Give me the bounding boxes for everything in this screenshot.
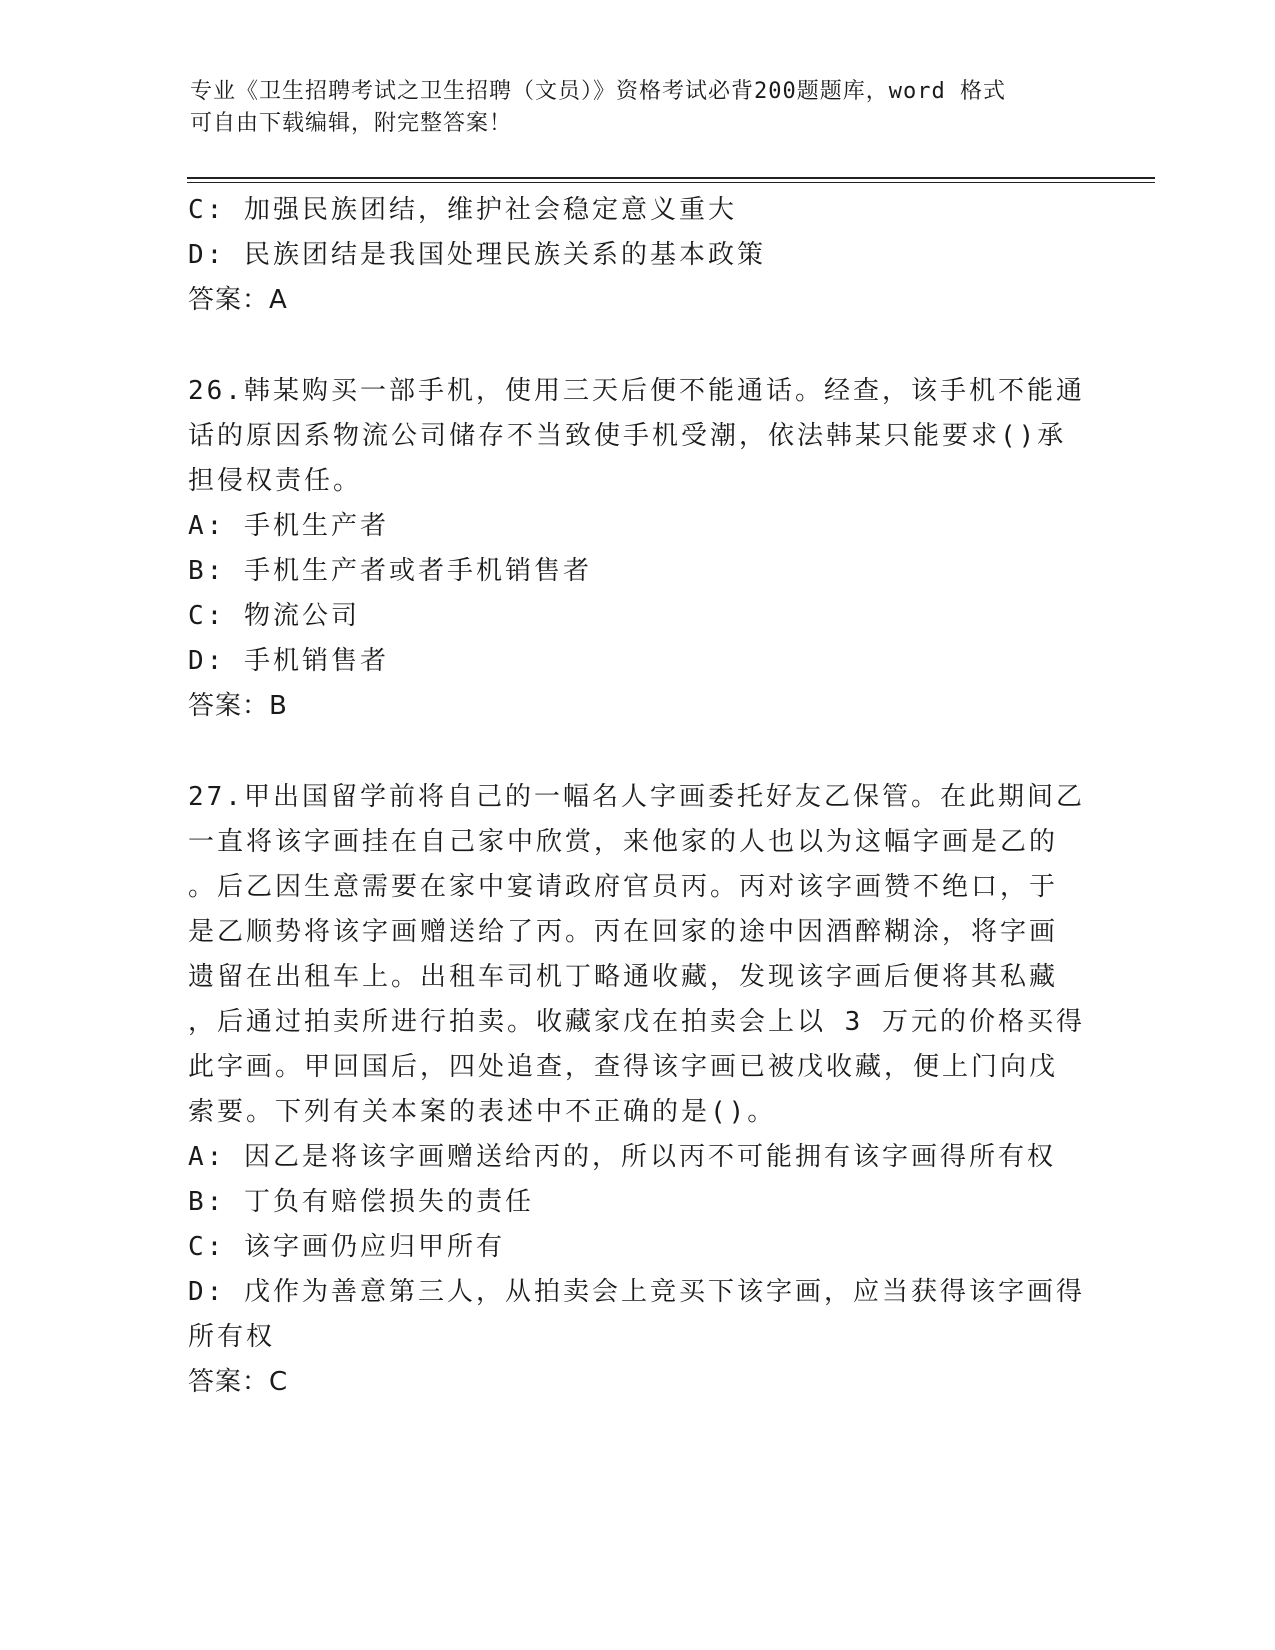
- question-text-line: 遗留在出租车上。出租车司机丁略通收藏，发现该字画后便将其私藏: [188, 962, 1059, 992]
- prev-question: [188, 188, 1088, 323]
- option-d: D: 民族团结是我国处理民族关系的基本政策: [188, 240, 766, 270]
- question-text-line: ，后通过拍卖所进行拍卖。收藏家戊在拍卖会上以 3 万元的价格买得: [188, 1007, 1085, 1037]
- spacer: [188, 729, 1088, 775]
- option-d: D: 手机销售者: [188, 646, 389, 676]
- header-rule-thin: [187, 182, 1155, 183]
- option-c: C: 该字画仍应归甲所有: [188, 1232, 505, 1262]
- option-a: A: 手机生产者: [188, 511, 389, 541]
- spacer: [188, 323, 1088, 369]
- option-c: C: 物流公司: [188, 601, 360, 631]
- question-text-line: 担侵权责任。: [188, 466, 363, 496]
- option-d: D: 戊作为善意第三人，从拍卖会上竞买下该字画，应当获得该字画得: [188, 1277, 1085, 1307]
- question-26: [188, 369, 1088, 729]
- header-title-line-1: 专业《卫生招聘考试之卫生招聘（文员）》资格考试必背200题题库，word 格式: [190, 79, 1006, 104]
- option-c: C: 加强民族团结，维护社会稳定意义重大: [188, 195, 737, 225]
- answer-label: 答案：B: [188, 691, 288, 721]
- question-text-line: 索要。下列有关本案的表述中不正确的是()。: [188, 1097, 777, 1127]
- answer-label: 答案：C: [188, 1367, 289, 1397]
- question-text-line: 。后乙因生意需要在家中宴请政府官员丙。丙对该字画赞不绝口，于: [188, 872, 1059, 902]
- option-a: A: 因乙是将该字画赠送给丙的，所以丙不可能拥有该字画得所有权: [188, 1142, 1056, 1172]
- option-b: B: 丁负有赔偿损失的责任: [188, 1187, 534, 1217]
- question-text-line: 26.韩某购买一部手机，使用三天后便不能通话。经查，该手机不能通: [188, 376, 1085, 406]
- question-text-line: 一直将该字画挂在自己家中欣赏，来他家的人也以为这幅字画是乙的: [188, 827, 1059, 857]
- option-d-continued: 所有权: [188, 1322, 276, 1352]
- answer-label: 答案：A: [188, 285, 288, 315]
- question-27: [188, 775, 1088, 1405]
- header-rule-thick: [187, 177, 1155, 179]
- header-title-line-2: 可自由下载编辑，附完整答案！: [190, 111, 513, 136]
- question-body: [188, 188, 1088, 1405]
- document-header: [190, 76, 1070, 140]
- question-text-line: 话的原因系物流公司储存不当致使手机受潮，依法韩某只能要求()承: [188, 421, 1067, 451]
- question-text-line: 是乙顺势将该字画赠送给了丙。丙在回家的途中因酒醉糊涂，将字画: [188, 917, 1059, 947]
- question-text-line: 此字画。甲回国后，四处追查，查得该字画已被戊收藏，便上门向戊: [188, 1052, 1059, 1082]
- option-b: B: 手机生产者或者手机销售者: [188, 556, 592, 586]
- question-text-line: 27.甲出国留学前将自己的一幅名人字画委托好友乙保管。在此期间乙: [188, 782, 1085, 812]
